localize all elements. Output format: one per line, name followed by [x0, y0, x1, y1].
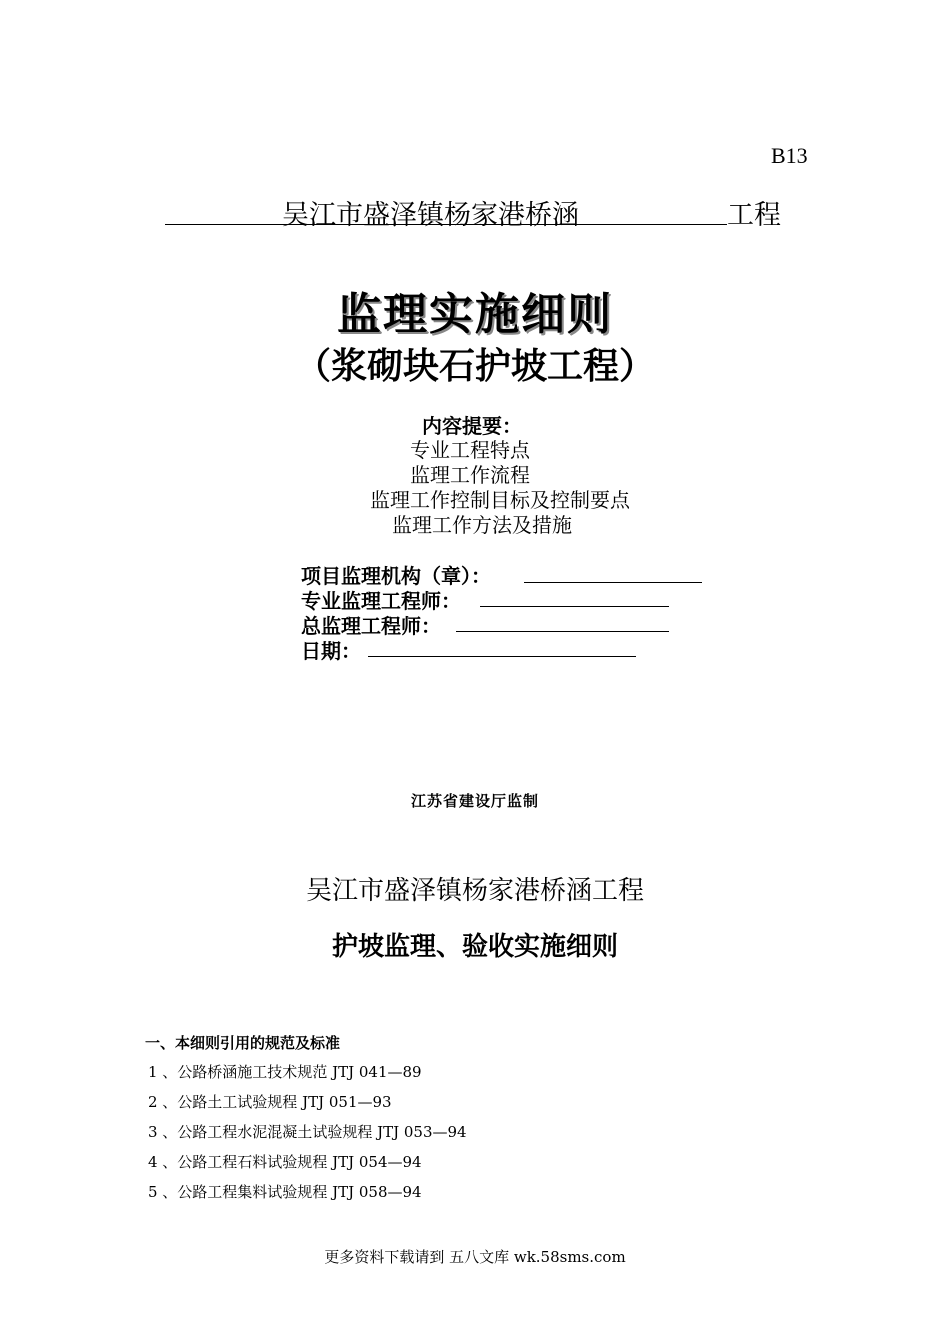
- signature-label-agency: 项目监理机构（章）：: [301, 564, 491, 588]
- summary-item: 专业工程特点: [410, 438, 530, 462]
- reference-item: 5 、公路工程集料试验规程 JTJ 058—94: [148, 1183, 422, 1201]
- section-heading: 一、本细则引用的规范及标准: [145, 1034, 341, 1052]
- reference-item: 1 、公路桥涵施工技术规范 JTJ 041—89: [148, 1063, 422, 1081]
- document-code: B13: [771, 143, 808, 168]
- signature-line-chief: [456, 631, 669, 632]
- summary-item: 监理工作方法及措施: [392, 513, 572, 537]
- reference-item: 4 、公路工程石料试验规程 JTJ 054—94: [148, 1153, 422, 1171]
- signature-line-date: [368, 656, 636, 657]
- signature-line-agency: [524, 582, 702, 583]
- summary-item: 监理工作控制目标及控制要点: [370, 488, 630, 512]
- signature-label-specialist: 专业监理工程师：: [301, 589, 461, 613]
- section-title-line1: 吴江市盛泽镇杨家港桥涵工程: [305, 876, 644, 906]
- footer-text: 更多资料下载请到 五八文库 wk.58sms.com: [324, 1248, 626, 1266]
- signature-label-chief: 总监理工程师：: [301, 614, 441, 638]
- project-suffix: 工程: [727, 200, 781, 231]
- reference-item: 3 、公路工程水泥混凝土试验规程 JTJ 053—94: [148, 1123, 467, 1141]
- summary-label: 内容提要：: [422, 414, 522, 438]
- section-title-line2: 护坡监理、验收实施细则: [331, 932, 618, 962]
- summary-item: 监理工作流程: [410, 463, 530, 487]
- signature-label-date: 日期：: [301, 639, 361, 663]
- project-name: 吴江市盛泽镇杨家港桥涵: [282, 200, 579, 231]
- document-subtitle: （浆砌块石护坡工程）: [294, 346, 655, 387]
- issuer-text: 江苏省建设厅监制: [410, 792, 539, 810]
- document-title: 监理实施细则: [337, 289, 613, 340]
- signature-line-specialist: [480, 606, 669, 607]
- reference-item: 2 、公路土工试验规程 JTJ 051—93: [148, 1093, 392, 1111]
